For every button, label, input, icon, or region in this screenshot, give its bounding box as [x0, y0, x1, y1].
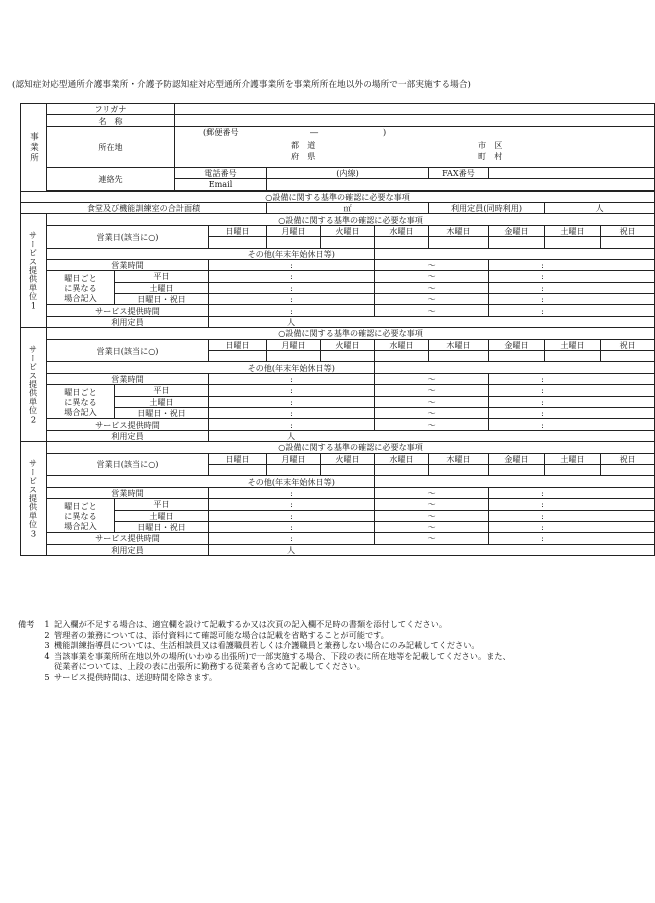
day-header: 水曜日: [375, 453, 429, 464]
day-header: 金曜日: [489, 225, 545, 236]
end-time-field[interactable]: :: [489, 499, 655, 510]
postal-close: ): [383, 126, 387, 137]
day-mark-cell[interactable]: [489, 237, 545, 248]
time-separator: 〜: [375, 510, 489, 521]
note-item: 3 機能訓練指導員については、生活相談員又は看護職員若しくは介護職員と兼務しない場合にのみ記載してください。: [44, 640, 480, 651]
prefecture-fuken: 府 県: [291, 150, 316, 161]
day-mark-cell[interactable]: [209, 351, 267, 362]
start-time-field[interactable]: :: [209, 373, 375, 384]
time-separator: 〜: [375, 396, 489, 407]
postal-code-label: (郵便番号: [203, 126, 239, 137]
time-separator: 〜: [375, 373, 489, 384]
day-header: 木曜日: [429, 225, 489, 236]
start-time-field[interactable]: :: [209, 282, 375, 293]
start-time-field[interactable]: :: [209, 385, 375, 396]
time-separator: 〜: [375, 521, 489, 532]
day-mark-cell[interactable]: [321, 351, 375, 362]
service-time-label: サービス提供時間: [47, 419, 209, 430]
day-mark-cell[interactable]: [601, 464, 655, 475]
per-day-label: 曜日ごと に異なる 場合記入: [47, 385, 115, 419]
day-mark-cell[interactable]: [375, 464, 429, 475]
unit-capacity-field[interactable]: 人: [209, 430, 655, 441]
day-mark-cell[interactable]: [429, 237, 489, 248]
note-item: 4 当該事業を事業所所在地以外の場所(いわゆる出張所)で一部実施する場合、下段の表に所在地等を記載してください。また、: [44, 650, 511, 661]
unit-capacity-field[interactable]: 人: [209, 544, 655, 555]
start-time-field[interactable]: :: [209, 499, 375, 510]
end-time-field[interactable]: :: [489, 294, 655, 305]
day-header: 土曜日: [545, 225, 601, 236]
end-time-field[interactable]: :: [489, 396, 655, 407]
time-separator: 〜: [375, 419, 489, 430]
day-mark-cell[interactable]: [209, 464, 267, 475]
start-time-field[interactable]: :: [209, 487, 375, 498]
start-time-field[interactable]: :: [209, 305, 375, 316]
facility-header: ○設備に関する基準の確認に必要な事項: [21, 191, 655, 202]
start-time-field[interactable]: :: [209, 521, 375, 532]
application-form: [20, 103, 655, 556]
start-time-field[interactable]: :: [209, 533, 375, 544]
end-time-field[interactable]: :: [489, 419, 655, 430]
start-time-field[interactable]: :: [209, 510, 375, 521]
other-holidays-field[interactable]: [375, 248, 655, 259]
time-separator: 〜: [375, 294, 489, 305]
facility-capacity-field[interactable]: [545, 202, 655, 213]
day-mark-cell[interactable]: [321, 237, 375, 248]
day-header: 火曜日: [321, 453, 375, 464]
day-mark-cell[interactable]: [429, 464, 489, 475]
per-day-label: 曜日ごと に異なる 場合記入: [47, 271, 115, 305]
time-separator: 〜: [375, 271, 489, 282]
day-mark-cell[interactable]: [267, 351, 321, 362]
start-time-field[interactable]: :: [209, 271, 375, 282]
day-header: 金曜日: [489, 453, 545, 464]
furigana-field[interactable]: [175, 104, 655, 115]
day-header: 月曜日: [267, 225, 321, 236]
name-label: 名 称: [47, 115, 175, 126]
phone-label: 電話番号: [175, 167, 267, 178]
address-label: 所在地: [47, 126, 175, 167]
sunday-holiday-label: 日曜日・祝日: [115, 521, 209, 532]
saturday-label: 土曜日: [115, 510, 209, 521]
day-header: 日曜日: [209, 225, 267, 236]
time-separator: 〜: [375, 487, 489, 498]
other-holidays-label: その他(年末年始休日等): [209, 362, 375, 373]
end-time-field[interactable]: :: [489, 305, 655, 316]
service-time-label: サービス提供時間: [47, 533, 209, 544]
office-section-label: 事業所: [21, 104, 47, 192]
city-shiku: 市 区: [478, 139, 503, 150]
time-separator: 〜: [375, 305, 489, 316]
end-time-field[interactable]: :: [489, 385, 655, 396]
day-mark-cell[interactable]: [375, 351, 429, 362]
address-field[interactable]: [175, 126, 655, 167]
day-mark-cell[interactable]: [209, 237, 267, 248]
day-mark-cell[interactable]: [267, 237, 321, 248]
day-mark-cell[interactable]: [429, 351, 489, 362]
business-days-label: 営業日(該当に○): [47, 225, 209, 248]
end-time-field[interactable]: :: [489, 282, 655, 293]
start-time-field[interactable]: :: [209, 396, 375, 407]
day-header: 木曜日: [429, 339, 489, 350]
day-mark-cell[interactable]: [489, 351, 545, 362]
contact-label: 連絡先: [47, 167, 175, 190]
email-label: Email: [175, 179, 267, 190]
business-hours-label: 営業時間: [47, 373, 209, 384]
postal-dash: ―: [310, 126, 319, 137]
notes-section: [18, 619, 618, 683]
day-mark-cell[interactable]: [375, 237, 429, 248]
day-mark-cell[interactable]: [601, 351, 655, 362]
fax-field[interactable]: [489, 167, 655, 178]
area-unit: ㎡: [343, 203, 352, 214]
weekday-label: 平日: [115, 499, 209, 510]
end-time-field[interactable]: :: [489, 533, 655, 544]
time-separator: 〜: [375, 282, 489, 293]
saturday-label: 土曜日: [115, 396, 209, 407]
weekday-label: 平日: [115, 385, 209, 396]
day-header: 日曜日: [209, 339, 267, 350]
service-time-label: サービス提供時間: [47, 305, 209, 316]
day-header: 火曜日: [321, 339, 375, 350]
unit-header: ○設備に関する基準の確認に必要な事項: [47, 214, 655, 225]
day-mark-cell[interactable]: [489, 464, 545, 475]
end-time-field[interactable]: :: [489, 373, 655, 384]
day-mark-cell[interactable]: [545, 464, 601, 475]
end-time-field[interactable]: :: [489, 521, 655, 532]
name-field[interactable]: [175, 115, 655, 126]
day-mark-cell[interactable]: [601, 237, 655, 248]
day-header: 火曜日: [321, 225, 375, 236]
other-holidays-label: その他(年末年始休日等): [209, 248, 375, 259]
start-time-field[interactable]: :: [209, 294, 375, 305]
sunday-holiday-label: 日曜日・祝日: [115, 294, 209, 305]
time-separator: 〜: [375, 533, 489, 544]
other-holidays-field[interactable]: [375, 362, 655, 373]
facility-area-field[interactable]: [267, 202, 429, 213]
form-heading: (認知症対応型通所介護事業所・介護予防認知症対応型通所介護事業所を事業所所在地以外の場所で一部実施する場合): [12, 80, 471, 90]
weekday-label: 平日: [115, 271, 209, 282]
unit-capacity-label: 利用定員: [47, 316, 209, 327]
saturday-label: 土曜日: [115, 282, 209, 293]
prefecture-todo: 都 道: [291, 139, 316, 150]
unit-header: ○設備に関する基準の確認に必要な事項: [47, 442, 655, 453]
end-time-field[interactable]: :: [489, 510, 655, 521]
day-mark-cell[interactable]: [545, 237, 601, 248]
day-header: 日曜日: [209, 453, 267, 464]
unit-2-label: サービス提供単位2: [21, 328, 47, 442]
unit-capacity-field[interactable]: 人: [209, 316, 655, 327]
time-separator: 〜: [375, 407, 489, 418]
end-time-field[interactable]: :: [489, 487, 655, 498]
time-separator: 〜: [375, 499, 489, 510]
start-time-field[interactable]: :: [209, 419, 375, 430]
day-header: 土曜日: [545, 453, 601, 464]
time-separator: 〜: [375, 385, 489, 396]
note-item: 従業者については、上段の表に出張所に勤務する従業者も含めて記載してください。: [54, 661, 365, 672]
business-days-label: 営業日(該当に○): [47, 453, 209, 476]
sunday-holiday-label: 日曜日・祝日: [115, 407, 209, 418]
per-day-label: 曜日ごと に異なる 場合記入: [47, 499, 115, 533]
extension-label: (内線): [336, 167, 359, 178]
notes-label: 備考: [18, 619, 35, 629]
email-field[interactable]: [267, 179, 655, 190]
start-time-field[interactable]: :: [209, 259, 375, 270]
day-header: 祝日: [601, 339, 655, 350]
unit-1-label: サービス提供単位1: [21, 214, 47, 328]
day-mark-cell[interactable]: [545, 351, 601, 362]
day-header: 月曜日: [267, 453, 321, 464]
other-holidays-field[interactable]: [375, 476, 655, 487]
day-header: 水曜日: [375, 339, 429, 350]
facility-area-label: 食堂及び機能訓練室の合計面積: [21, 202, 267, 213]
end-time-field[interactable]: :: [489, 407, 655, 418]
day-header: 水曜日: [375, 225, 429, 236]
day-header: 金曜日: [489, 339, 545, 350]
unit-capacity-label: 利用定員: [47, 430, 209, 441]
business-hours-label: 営業時間: [47, 487, 209, 498]
day-header: 木曜日: [429, 453, 489, 464]
day-mark-cell[interactable]: [267, 464, 321, 475]
town-chouson: 町 村: [478, 150, 503, 161]
day-header: 祝日: [601, 225, 655, 236]
capacity-unit: 人: [595, 203, 604, 214]
day-header: 祝日: [601, 453, 655, 464]
furigana-label: フリガナ: [47, 104, 175, 115]
day-header: 月曜日: [267, 339, 321, 350]
note-item: 5 サービス提供時間は、送迎時間を除きます。: [44, 671, 218, 682]
time-separator: 〜: [375, 259, 489, 270]
end-time-field[interactable]: :: [489, 259, 655, 270]
business-hours-label: 営業時間: [47, 259, 209, 270]
unit-header: ○設備に関する基準の確認に必要な事項: [47, 328, 655, 339]
business-days-label: 営業日(該当に○): [47, 339, 209, 362]
unit-3-label: サービス提供単位3: [21, 442, 47, 556]
unit-capacity-label: 利用定員: [47, 544, 209, 555]
phone-field[interactable]: [267, 167, 429, 178]
facility-capacity-label: 利用定員(同時利用): [429, 202, 545, 213]
note-item: 2 管理者の兼務については、添付資料にて確認可能な場合は記載を省略することが可能です。: [44, 629, 389, 640]
other-holidays-label: その他(年末年始休日等): [209, 476, 375, 487]
fax-label: FAX番号: [429, 167, 489, 178]
note-item: 備考 1 記入欄が不足する場合は、適宜欄を設けて記載するか又は次頁の記入欄不足時の書類を添付してください。: [18, 619, 448, 629]
start-time-field[interactable]: :: [209, 407, 375, 418]
day-mark-cell[interactable]: [321, 464, 375, 475]
end-time-field[interactable]: :: [489, 271, 655, 282]
day-header: 土曜日: [545, 339, 601, 350]
